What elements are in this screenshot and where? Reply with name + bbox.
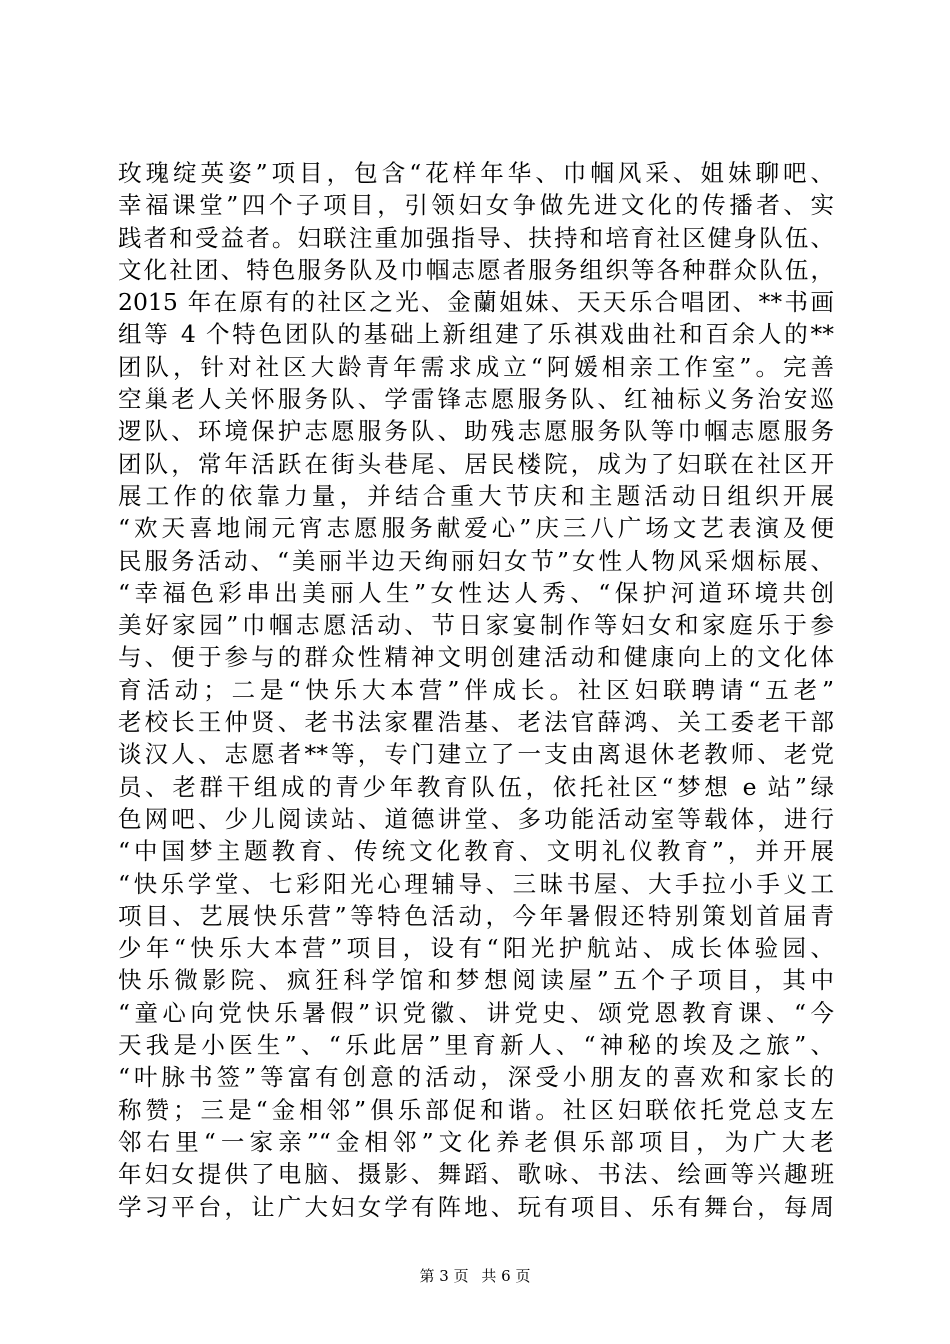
- text-line: 团队，常年活跃在街头巷尾、居民楼院，成为了妇联在社区开: [118, 449, 834, 478]
- text-line: 称赞；三是“金相邻”俱乐部促和谐。社区妇联依托党总支左: [118, 1095, 834, 1124]
- text-line: 年妇女提供了电脑、摄影、舞蹈、歌咏、书法、绘画等兴趣班: [118, 1160, 834, 1189]
- text-line: 组等 4 个特色团队的基础上新组建了乐祺戏曲社和百余人的**: [118, 320, 834, 349]
- page-total: 共 6 页: [481, 1267, 531, 1285]
- page-footer: [0, 1266, 950, 1286]
- text-line: 与、便于参与的群众性精神文明创建活动和健康向上的文化体: [118, 643, 834, 672]
- text-line: 快乐微影院、疯狂科学馆和梦想阅读屋”五个子项目，其中: [118, 966, 834, 995]
- text-line: 少年“快乐大本营”项目，设有“阳光护航站、成长体验园、: [118, 934, 834, 963]
- text-line: 育活动；二是“快乐大本营”伴成长。社区妇联聘请“五老”: [118, 675, 834, 704]
- text-line: 谈汉人、志愿者**等，专门建立了一支由离退休老教师、老党: [118, 740, 834, 769]
- text-line: 空巢老人关怀服务队、学雷锋志愿服务队、红袖标义务治安巡: [118, 385, 834, 414]
- body-text: [118, 157, 834, 1223]
- text-line: “幸福色彩串出美丽人生”女性达人秀、“保护河道环境共创: [118, 578, 834, 607]
- text-line: 学习平台，让广大妇女学有阵地、玩有项目、乐有舞台，每周: [118, 1192, 834, 1221]
- text-line: 项目、艺展快乐营”等特色活动，今年暑假还特别策划首届青: [118, 901, 834, 930]
- text-line: 逻队、环境保护志愿服务队、助残志愿服务队等巾帼志愿服务: [118, 417, 834, 446]
- text-line: 幸福课堂”四个子项目，引领妇女争做先进文化的传播者、实: [118, 191, 834, 220]
- text-line: 民服务活动、“美丽半边天绚丽妇女节”女性人物风采烟标展、: [118, 546, 834, 575]
- page-number: 第 3 页: [419, 1267, 469, 1285]
- text-line: “童心向党快乐暑假”识党徽、讲党史、颂党恩教育课、“今: [118, 998, 834, 1027]
- text-line: 团队，针对社区大龄青年需求成立“阿媛相亲工作室”。完善: [118, 352, 834, 381]
- text-line: 天我是小医生”、“乐此居”里育新人、“神秘的埃及之旅”、: [118, 1031, 834, 1060]
- text-line: 2015 年在原有的社区之光、金蘭姐妹、天天乐合唱团、**书画: [118, 288, 834, 317]
- text-line: “中国梦主题教育、传统文化教育、文明礼仪教育”，并开展: [118, 837, 834, 866]
- text-line: 践者和受益者。妇联注重加强指导、扶持和培育社区健身队伍、: [118, 223, 834, 252]
- text-line: “快乐学堂、七彩阳光心理辅导、三昧书屋、大手拉小手义工: [118, 869, 834, 898]
- text-line: 玫瑰绽英姿”项目，包含“花样年华、巾帼风采、姐妹聊吧、: [118, 159, 834, 187]
- text-line: 展工作的依靠力量，并结合重大节庆和主题活动日组织开展: [118, 481, 834, 510]
- text-line: 美好家园”巾帼志愿活动、节日家宴制作等妇女和家庭乐于参: [118, 611, 834, 640]
- text-line: 员、老群干组成的青少年教育队伍，依托社区“梦想 e 站”绿: [118, 772, 834, 801]
- text-line: 色网吧、少儿阅读站、道德讲堂、多功能活动室等载体，进行: [118, 804, 834, 833]
- text-line: 老校长王仲贤、老书法家瞿浩基、老法官薛鸿、关工委老干部: [118, 708, 834, 737]
- text-line: 文化社团、特色服务队及巾帼志愿者服务组织等各种群众队伍，: [118, 255, 834, 284]
- text-line: “欢天喜地闹元宵志愿服务献爱心”庆三八广场文艺表演及便: [118, 514, 834, 543]
- text-line: “叶脉书签”等富有创意的活动，深受小朋友的喜欢和家长的: [118, 1063, 834, 1092]
- text-line: 邻右里“一家亲”“金相邻”文化养老俱乐部项目，为广大老: [118, 1127, 834, 1156]
